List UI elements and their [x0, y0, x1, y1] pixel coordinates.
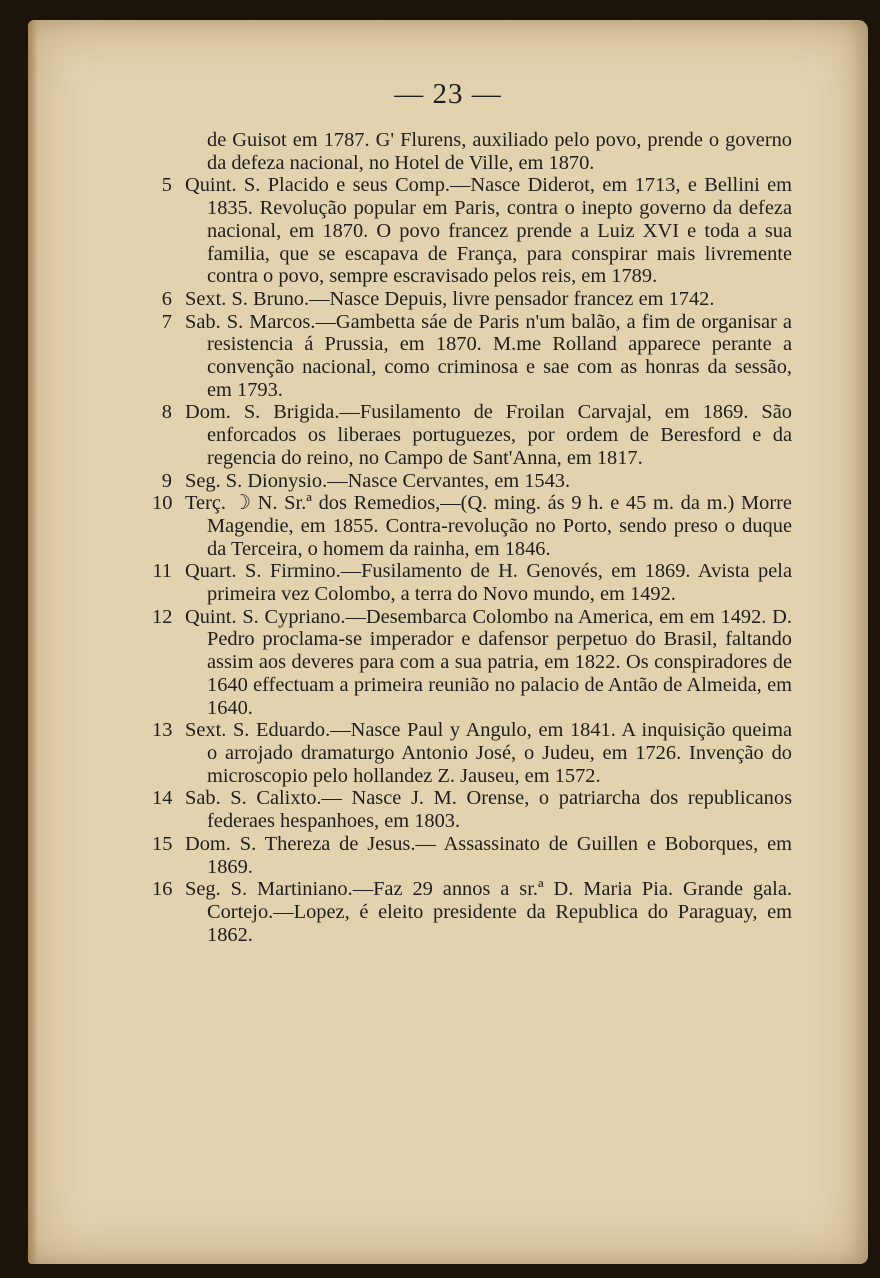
entry-head: Quint. S. Placido e seus Comp.	[185, 174, 451, 197]
entry-head: Quart. S. Firmino.	[185, 560, 341, 583]
entry-number: 12	[152, 605, 173, 628]
entry-text: —Gambetta sáe de Paris n'um balão, a fim de organisar a resistencia á Prussia, em 1870. M.me Rolland apparece perante a convenção nacional, como criminosa e sae com as honras da sessão, em 1793.	[207, 310, 792, 401]
entry-day-13	[152, 719, 792, 787]
entry-number: 14	[152, 787, 173, 810]
entry-head: Dom. S. Thereza de Jesus.	[185, 832, 416, 855]
entry-number: 15	[152, 832, 173, 855]
entry-head: Seg. S. Martiniano.	[185, 878, 353, 901]
page-sheet	[28, 20, 868, 1264]
entry-number: 7	[161, 310, 172, 333]
entry-number: 8	[161, 401, 172, 424]
entry-number: 13	[152, 719, 173, 742]
entry-head: Sext. S. Bruno.	[185, 287, 310, 310]
entry-text: —Nasce Depuis, livre pensador francez em 1742.	[309, 287, 715, 310]
entry-head: Sab. S. Marcos.	[185, 310, 316, 333]
entry-text: —Faz 29 annos a sr.ª D. Maria Pia. Grande gala. Cortejo.—Lopez, é eleito presidente da Republica do Paraguay, em 1862.	[207, 878, 792, 946]
page-number: — 23 —	[394, 78, 502, 110]
entry-head: Dom. S. Brigida.	[185, 401, 340, 424]
entry-number: 5	[161, 174, 172, 197]
entry-day-14	[152, 787, 792, 832]
entry-day-7	[152, 311, 792, 402]
entry-head: Terç. ☽ N. Sr.ª dos Remedios,	[185, 492, 441, 515]
entry-day-10	[152, 492, 792, 560]
entry-number: 9	[161, 469, 172, 492]
entry-number: 16	[152, 878, 173, 901]
entry-day-12	[152, 606, 792, 720]
entry-head: Sext. S. Eduardo.	[185, 719, 331, 742]
entry-text: —Nasce Diderot, em 1713, e Bellini em 1835. Revolução popular em Paris, contra o inepto governo da defeza nacional, em 1870. O povo francez prende a Luiz XVI e toda a sua familia, que se escapava de França, para conspirar mais livremente contra o povo, sempre escravisado pelos reis, em 1789.	[207, 174, 792, 288]
entry-text: —(Q. ming. ás 9 h. e 45 m. da m.) Morre Magendie, em 1855. Contra-revolução no Porto, sendo preso o duque da Terceira, o homem da rainha, em 1846.	[207, 492, 792, 560]
entry-head: Seg. S. Dionysio.	[185, 469, 328, 492]
entry-text: —Nasce Cervantes, em 1543.	[327, 469, 571, 492]
entry-text: —Desembarca Colombo na America, em em 1492. D. Pedro proclama-se imperador e dafensor perpetuo do Brasil, faltando assim aos deveres para com a sua patria, em 1822. Os conspiradores de 1640 effectuam a primeira reunião no palacio de Antão de Almeida, em 1640.	[207, 605, 792, 719]
entry-day-5	[152, 174, 792, 288]
entry-day-9	[152, 470, 792, 493]
entry-text: —Nasce Paul y Angulo, em 1841. A inquisição queima o arrojado dramaturgo Antonio José, o Judeu, em 1726. Invenção do microscopio pelo hollandez Z. Jauseu, em 1572.	[207, 719, 792, 787]
entry-number: 11	[152, 560, 172, 583]
entry-number: 6	[161, 287, 172, 310]
entry-day-16	[152, 878, 792, 946]
entry-head: Quint. S. Cypriano.	[185, 605, 346, 628]
entry-text: — Nasce J. M. Orense, o patriarcha dos republicanos federaes hespanhoes, em 1803.	[207, 787, 793, 833]
entry-number: 10	[152, 492, 173, 515]
entry-day-11	[152, 560, 792, 605]
entry-continuation	[152, 129, 792, 174]
entry-text: —Fusilamento de H. Genovés, em 1869. Avista pela primeira vez Colombo, a terra do Novo mundo, em 1492.	[207, 560, 792, 606]
entry-head: Sab. S. Calixto.	[185, 787, 322, 810]
entry-text: — Assassinato de Guillen e Boborques, em 1869.	[207, 832, 792, 878]
entry-text: de Guisot em 1787. G' Flurens, auxiliado pelo povo, prende o governo da defeza nacional, no Hotel de Ville, em 1870.	[207, 129, 792, 174]
entry-day-8	[152, 401, 792, 469]
entry-day-6	[152, 288, 792, 311]
calendar-entries	[152, 129, 792, 946]
entry-day-15	[152, 833, 792, 878]
entry-text: —Fusilamento de Froilan Carvajal, em 1869. São enforcados os liberaes portuguezes, por ordem de Beresford e da regencia do reino, no Campo de Sant'Anna, em 1817.	[207, 401, 793, 469]
